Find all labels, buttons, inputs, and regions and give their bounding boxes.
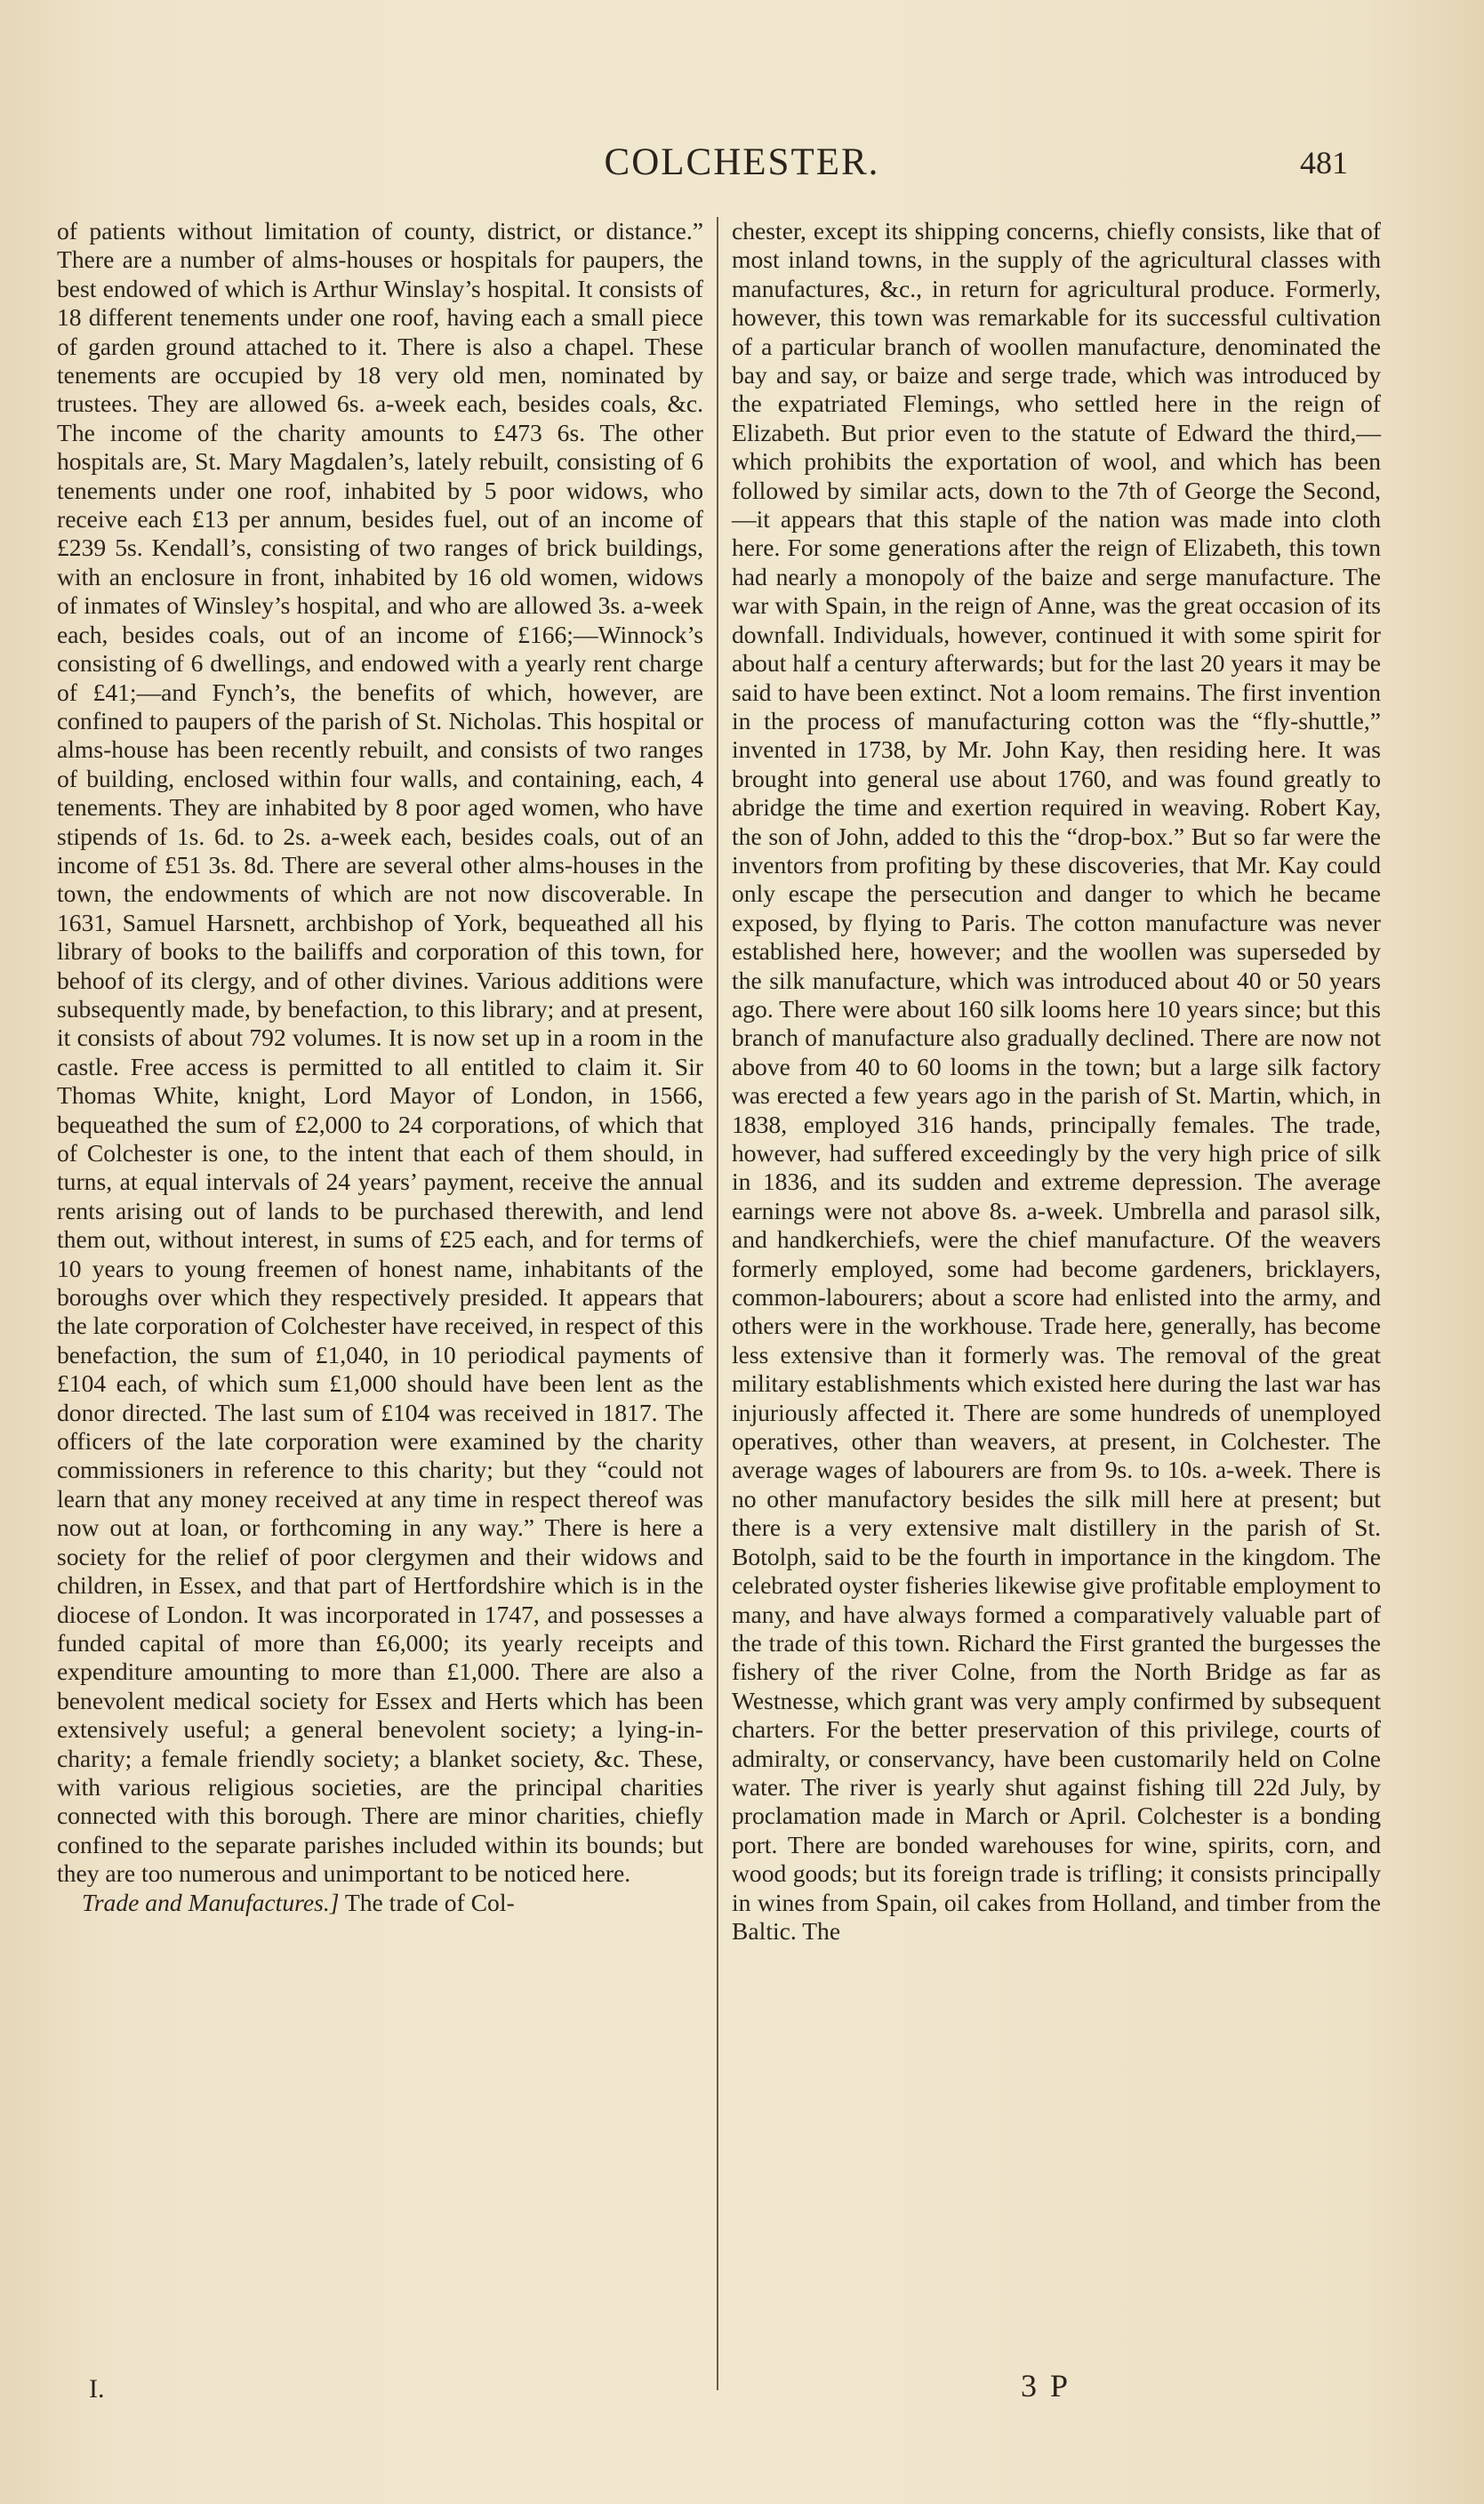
trade-paragraph-continued: chester, except its shipping concerns, chiefly consists, like that of most inland towns, in the supply of the agricultural classes with manufactures, &c., in return for agricultural produce. Formerly, however, this town was remarkable for its successful cultivation of a particular branch of woollen manufacture, denominated the bay and say, or baize and serge trade, which was introduced by the expatriated Flemings, who settled here in the reign of Elizabeth. But prior even to the statute of Edward the third,—which prohibits the exportation of wool, and which has been followed by similar acts, down to the 7th of George the Second,—it appears that this staple of the nation was made into cloth here. For some generations after the reign of Elizabeth, this town had nearly a monopoly of the baize and serge manufacture. The war with Spain, in the reign of Anne, was the great occasion of its downfall. Individuals, however, continued it with some spirit for about half a century afterwards; but for the last 20 years it may be said to have been extinct. Not a loom remains. The first invention in the process of manufacturing cotton was the “fly-shuttle,” invented in 1738, by Mr. John Kay, then residing here. It was brought into general use about 1760, and was found greatly to abridge the time and exertion required in weaving. Robert Kay, the son of John, added to this the “drop-box.” But so far were the inventors from profiting by these discoveries, that Mr. Kay could only escape the persecution and danger to which he became exposed, by flying to Paris. The cotton manufacture was never established here, however; and the woollen was superseded by the silk manufacture, which was introduced about 40 or 50 years ago. There were about 160 silk looms here 10 years since; but this branch of manufacture also gradually declined. There are now not above from 40 to 60 looms in the town; but a large silk factory was erected a few years ago in the parish of St. Martin, which, in 1838, employed 316 hands, principally females. The trade, however, had suffered exceedingly by the very high price of silk in 1836, and its sudden and extreme depression. The average earnings were not above 8s. a-week. Umbrella and parasol silk, and handkerchiefs, were the chief manufacture. Of the weavers formerly employed, some had become gardeners, bricklayers, common-labourers; about a score had enlisted into the army, and others were in the workhouse. Trade here, generally, has become less extensive than it formerly was. The removal of the great military establishments which existed here during the last war has injuriously affected it. There are some hundreds of unemployed operatives, other than weavers, at present, in Colchester. The average wages of labourers are from 9s. to 10s. a-week. There is no other manufactory besides the silk mill here at present; but there is a very extensive malt distillery in the parish of St. Botolph, said to be the fourth in importance in the kingdom. The celebrated oyster fisheries likewise give profitable employment to many, and have always formed a comparatively valuable part of the trade of this town. Richard the First granted the burgesses the fishery of the river Colne, from the North Bridge as far as Westnesse, which grant was very amply confirmed by subsequent charters. For the better preservation of this privilege, courts of admiralty, or conservancy, have been customarily held on Colne water. The river is yearly shut against fishing till 22d July, by proclamation made in March or April. Colchester is a bonding port. There are bonded warehouses for wine, spirits, corn, and wood goods; but its foreign trade is trifling; it consists principally in wines from Spain, oil cakes from Holland, and timber from the Baltic. The [732,217,1381,1945]
running-head [0,140,1484,194]
page-number: 481 [1300,145,1348,181]
charities-paragraph: of patients without limitation of county, district, or distance.” There are a number of alms-houses or hospitals for paupers, the best endowed of which is Arthur Winslay’s hospital. It consists of 18 different tenements under one roof, having each a small piece of garden ground attached to it. There is also a chapel. These tenements are occupied by 18 very old men, nominated by trustees. They are allowed 6s. a-week each, besides coals, &c. The income of the charity amounts to £473 6s. The other hospitals are, St. Mary Magdalen’s, lately rebuilt, consisting of 6 tenements under one roof, inhabited by 5 poor widows, who receive each £13 per annum, besides fuel, out of an income of £239 5s. Kendall’s, consisting of two ranges of brick buildings, with an enclosure in front, inhabited by 16 old women, widows of inmates of Winsley’s hospital, and who are allowed 3s. a-week each, besides coals, out of an income of £166;—Winnock’s consisting of 6 dwellings, and endowed with a yearly rent charge of £41;—and Fynch’s, the benefits of which, however, are confined to paupers of the parish of St. Nicholas. This hospital or alms-house has been recently rebuilt, and consists of two ranges of building, enclosed within four walls, and containing, each, 4 tenements. They are inhabited by 8 poor aged women, who have stipends of 1s. 6d. to 2s. a-week each, besides coals, out of an income of £51 3s. 8d. There are several other alms-houses in the town, the endowments of which are not now discoverable. In 1631, Samuel Harsnett, archbishop of York, bequeathed all his library of books to the bailiffs and corporation of this town, for behoof of its clergy, and of other divines. Various additions were subsequently made, by benefaction, to this library; and at present, it consists of about 792 volumes. It is now set up in a room in the castle. Free access is permitted to all entitled to claim it. Sir Thomas White, knight, Lord Mayor of London, in 1566, bequeathed the sum of £2,000 to 24 corporations, of which that of Colchester is one, to the intent that each of them should, in turns, at equal intervals of 24 years’ payment, receive the annual rents arising out of lands to be purchased therewith, and lend them out, without interest, in sums of £25 each, and for terms of 10 years to young freemen of honest name, inhabitants of the boroughs over which they respectively presided. It appears that the late corporation of Colchester have received, in respect of this benefaction, the sum of £1,040, in 10 periodical payments of £104 each, of which sum £1,000 should have been lent as the donor directed. The last sum of £104 was received in 1817. The officers of the late corporation were examined by the charity commissioners in reference to this charity; but they “could not learn that any money received at any time in respect thereof was now out at loan, or forthcoming in any way.” There is here a society for the relief of poor clergymen and their widows and children, in Essex, and that part of Hertfordshire which is in the diocese of London. It was incorporated in 1747, and possesses a funded capital of more than £6,000; its yearly receipts and expenditure amounting to more than £1,000. There are also a benevolent medical society for Essex and Herts which has been extensively useful; a general benevolent society; a lying-in-charity; a female friendly society; a blanket society, &c. These, with various religious societies, are the principal charities connected with this borough. There are minor charities, chiefly confined to the separate parishes included within its bounds; but they are too numerous and unimportant to be noticed here. [57,217,703,1888]
right-column [732,217,1381,1946]
left-column [57,217,703,1917]
trade-paragraph-text: The trade of Col- [339,1888,515,1916]
column-divider [717,217,718,2390]
volume-mark: I. [89,2374,105,2404]
signature-mark: 3 P [1021,2368,1071,2404]
page-title: COLCHESTER. [604,141,880,183]
trade-paragraph-start [57,1889,703,1917]
section-heading-trade: Trade and Manufactures.] [82,1888,340,1916]
